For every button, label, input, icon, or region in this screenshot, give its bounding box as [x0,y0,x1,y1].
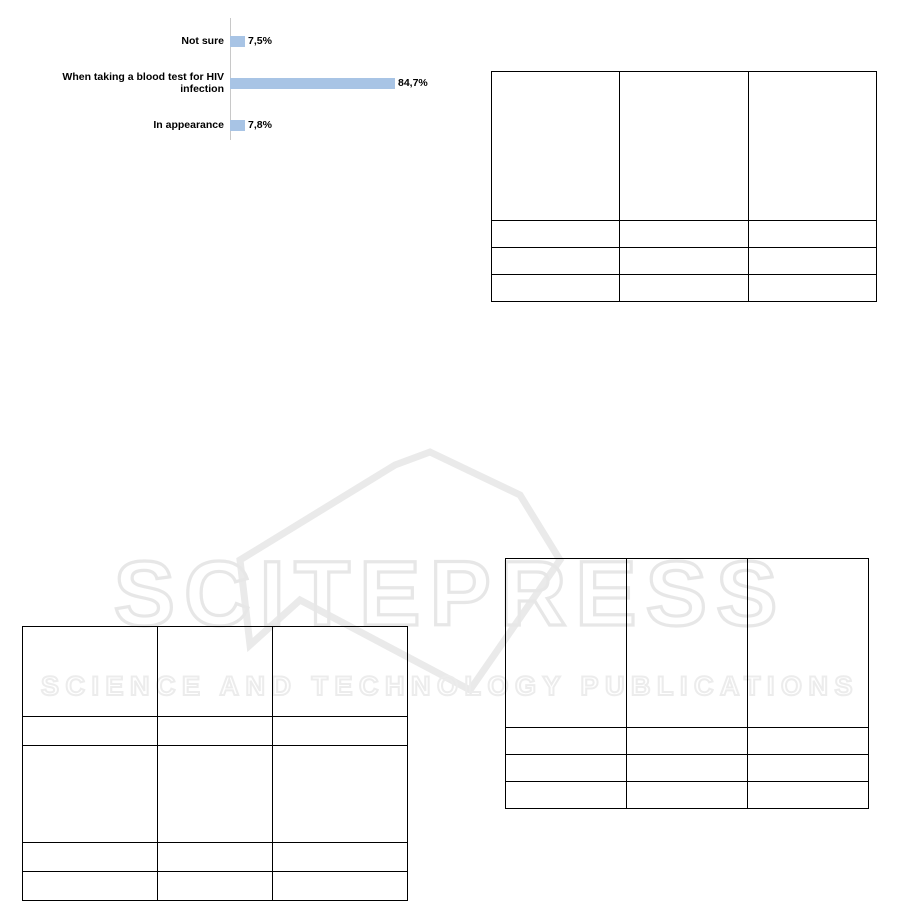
table-row [492,275,877,302]
chart-bar-wrapper [230,70,460,96]
table-cell [492,72,620,221]
chart-row [20,70,460,96]
chart-category-label: When taking a blood test for HIV infection [62,71,224,95]
chart-value-label: 7,8% [248,119,272,131]
table-cell [748,559,869,728]
table-row [492,248,877,275]
table-cell [23,872,158,901]
table-cell [23,627,158,717]
table-cell [620,72,748,221]
table-row [492,221,877,248]
table-cell [506,728,627,755]
hiv-detection-bar-chart [20,18,460,148]
table-cell [627,559,748,728]
watermark-secondary-text: SCIENCE AND TECHNOLOGY PUBLICATIONS [40,671,860,701]
chart-row [20,112,460,138]
watermark-primary-text: SCITEPRESS [113,543,787,645]
chart-bar [230,78,395,89]
table-cell [273,627,408,717]
table-cell [273,717,408,746]
table-cell [748,782,869,809]
table-cell [273,746,408,843]
table-cell [158,843,273,872]
table-bottom-left [22,626,408,901]
table-cell [273,843,408,872]
table-cell [620,275,748,302]
table-cell [158,746,273,843]
table-cell [158,872,273,901]
table-cell [748,755,869,782]
table-cell [506,755,627,782]
table-row [506,728,869,755]
table-row [23,746,408,843]
table-cell [748,275,876,302]
chart-value-label: 7,5% [248,35,272,47]
table-cell [627,755,748,782]
table-row [506,559,869,728]
table-cell [158,627,273,717]
chart-category-label: In appearance [153,119,224,131]
chart-bar-wrapper [230,28,460,54]
table-row [23,872,408,901]
table-cell [506,559,627,728]
table-cell [23,746,158,843]
chart-bar-wrapper [230,112,460,138]
table-cell [492,275,620,302]
chart-row [20,28,460,54]
table-cell [620,221,748,248]
table-row [506,782,869,809]
table-cell [748,221,876,248]
chart-value-label: 84,7% [398,77,428,89]
table-cell [273,872,408,901]
table-row [23,627,408,717]
table-cell [748,728,869,755]
chart-category-label: Not sure [181,35,224,47]
table-cell [748,248,876,275]
table-cell [506,782,627,809]
table-cell [23,717,158,746]
table-cell [492,221,620,248]
table-cell [748,72,876,221]
table-row [506,755,869,782]
table-cell [158,717,273,746]
chart-bar [230,120,245,131]
table-cell [620,248,748,275]
chart-bar [230,36,245,47]
table-row [492,72,877,221]
table-row [23,843,408,872]
table-cell [627,782,748,809]
table-bottom-right [505,558,869,809]
table-cell [627,728,748,755]
table-top-right [491,71,877,302]
table-cell [492,248,620,275]
table-row [23,717,408,746]
table-cell [23,843,158,872]
